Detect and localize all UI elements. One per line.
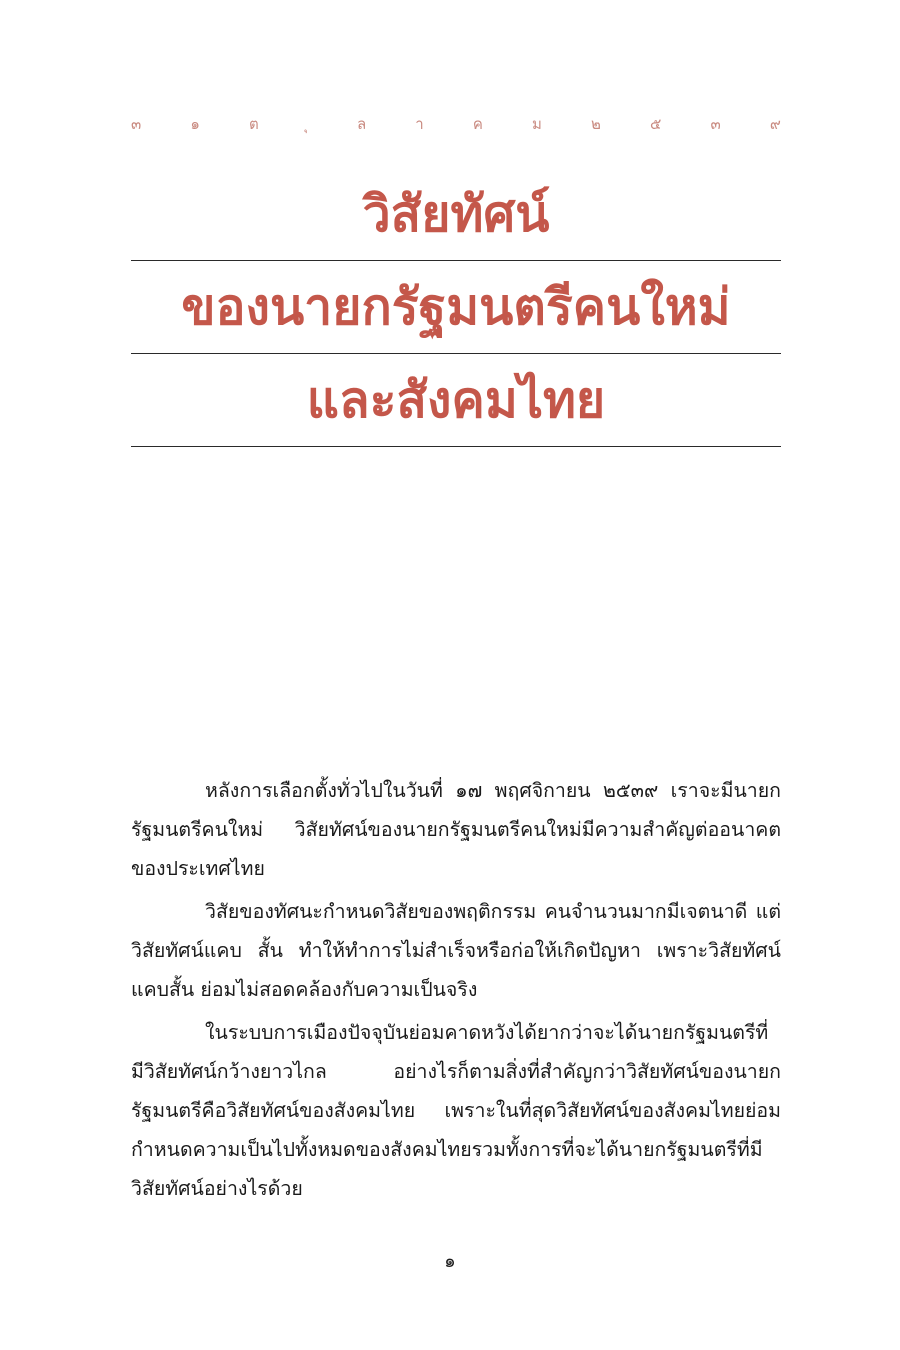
date-char: ต (249, 115, 259, 133)
page-number: ๑ (444, 1251, 456, 1272)
date-char: ๑ (190, 115, 200, 133)
date-char: ๙ (769, 115, 781, 133)
title-line-1: วิสัยทัศน์ (362, 184, 550, 243)
date-char: ๕ (650, 115, 662, 133)
date-char: ๓ (710, 115, 721, 133)
date-char: ม (532, 115, 542, 133)
title-line-2: ของนายกรัฐมนตรีคนใหม่ (181, 277, 731, 336)
paragraph: วิสัยของทัศนะกำหนดวิสัยของพฤติกรรม คนจำนวนมากมีเจตนาดี แต่วิสัยทัศน์แคบ สั้น ทำให้ทำการไม่สำเร็จหรือก่อให้เกิดปัญหา เพราะวิสัยทัศน์แคบสั้น ย่อมไม่สอดคล้องกับความเป็นจริง (131, 900, 781, 1001)
title-divider (131, 446, 781, 447)
title-line-3: และสังคมไทย (306, 370, 606, 429)
paragraph: หลังการเลือกตั้งทั่วไปในวันที่ ๑๗ พฤศจิกายน ๒๕๓๙ เราจะมีนายกรัฐมนตรีคนใหม่ วิสัยทัศน์ของนายกรัฐมนตรีคนใหม่มีความสำคัญต่ออนาคตของประเทศไทย (131, 779, 781, 880)
chapter-date (131, 112, 781, 136)
date-char: ๓ (131, 115, 142, 133)
chapter-title (131, 168, 781, 447)
date-char: ล (356, 115, 367, 133)
date-char: ค (472, 115, 483, 133)
body-text (131, 771, 781, 1212)
date-char: า (415, 115, 424, 133)
paragraph: ในระบบการเมืองปัจจุบันย่อมคาดหวังได้ยากว่าจะได้นายกรัฐมนตรีที่มีวิสัยทัศน์กว้างยาวไกล อย่างไรก็ตามสิ่งที่สำคัญกว่าวิสัยทัศน์ของนายกรัฐมนตรีคือวิสัยทัศน์ของสังคมไทย เพราะในที่สุดวิสัยทัศน์ของสังคมไทยย่อมกำหนดความเป็นไปทั้งหมดของสังคมไทยรวมทั้งการที่จะได้นายกรัฐมนตรีที่มีวิสัยทัศน์อย่างไรด้วย (131, 1021, 781, 1200)
date-char: ๒ (591, 115, 601, 133)
